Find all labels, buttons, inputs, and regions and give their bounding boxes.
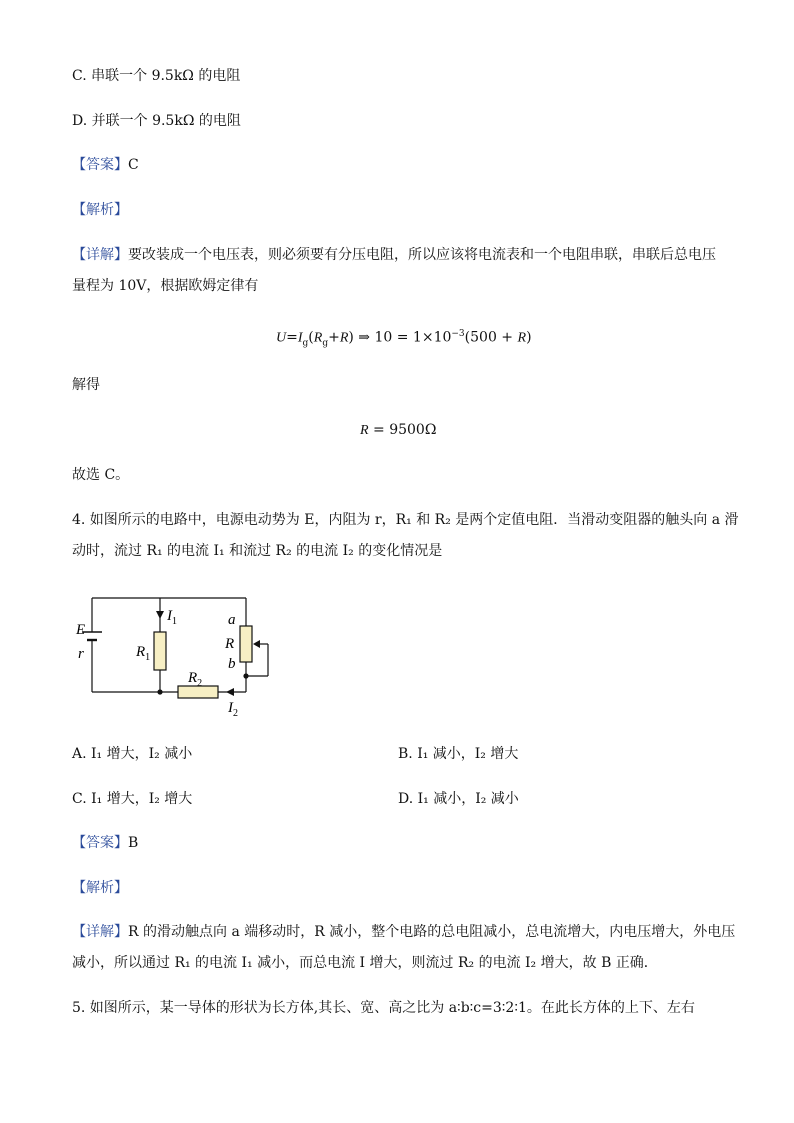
current-arrow-i1: [156, 611, 164, 619]
q4-detail-line-1: [72, 922, 735, 942]
solve-label: 解得: [72, 377, 100, 393]
q4-detail-line-2: 减小，所以通过 R₁ 的电流 I₁ 减小，而总电流 I 增大，则流过 R₂ 的电流 I₂ 增大，故 B 正确．: [72, 955, 658, 971]
label-i2: $I_2$: [228, 700, 238, 719]
label-b: b: [228, 656, 236, 672]
label-r1: $R_1$: [136, 644, 151, 663]
q4-option-d: D. I₁ 减小，I₂ 减小: [398, 791, 519, 807]
ohm-law-formula: $U=I_g(R_g+R)$ ⇒ $10 = 1\times 10^{-3}(500 + R)$: [276, 329, 532, 349]
label-r: r: [78, 646, 84, 662]
detail-text-1: R 的滑动触点向 a 端移动时，R 减小，整个电路的总电阻减小，总电流增大，内电压增大，外电压: [128, 924, 736, 940]
label-a: a: [228, 612, 236, 628]
junction-dot: [157, 689, 162, 694]
answer-value: B: [128, 835, 139, 851]
analysis-tag: 【解析】: [72, 880, 128, 896]
q4-option-c: C. I₁ 增大，I₂ 增大: [72, 791, 193, 807]
junction-dot: [243, 673, 248, 678]
answer-tag: 【答案】: [72, 157, 128, 173]
answer-tag: 【答案】: [72, 835, 128, 851]
answer-line: [72, 155, 139, 175]
choose-line: 故选 C。: [72, 467, 130, 483]
q4-analysis-line: [72, 878, 128, 898]
resistor-r1: [154, 632, 166, 670]
label-e: E: [76, 622, 86, 638]
q4-answer-line: [72, 833, 138, 853]
q4-stem-line-2: 动时，流过 R₁ 的电流 I₁ 和流过 R₂ 的电流 I₂ 的变化情况是: [72, 543, 443, 559]
circuit-diagram: [70, 590, 300, 720]
label-i1: $I_1$: [167, 608, 177, 627]
detail-text-1: 要改装成一个电压表，则必须要有分压电阻，所以应该将电流表和一个电阻串联，串联后总电压: [128, 247, 716, 263]
result-formula: R = 9500Ω: [360, 422, 437, 438]
detail-line-1: [72, 245, 716, 265]
label-r2: $R_2$: [188, 670, 203, 689]
q5-stem-line-1: 5. 如图所示，某一导体的形状为长方体,其长、宽、高之比为 a∶b∶c=3∶2∶1。在此长方体的上下、左右: [72, 1000, 695, 1016]
label-rheostat: R: [225, 636, 235, 652]
slider-arrowhead: [253, 640, 260, 648]
detail-tag: 【详解】: [72, 247, 128, 263]
answer-value: C: [128, 157, 139, 173]
analysis-tag: 【解析】: [72, 202, 128, 218]
detail-tag: 【详解】: [72, 924, 128, 940]
option-d: D. 并联一个 9.5kΩ 的电阻: [72, 113, 241, 129]
option-c: C. 串联一个 9.5kΩ 的电阻: [72, 68, 241, 84]
rheostat-r: [240, 626, 252, 662]
detail-line-2: 量程为 10V，根据欧姆定律有: [72, 278, 259, 294]
current-arrow-i2: [226, 688, 234, 696]
analysis-line: [72, 200, 128, 220]
q4-option-b: B. I₁ 减小，I₂ 增大: [398, 746, 519, 762]
q4-stem-line-1: 4. 如图所示的电路中，电源电动势为 E，内阻为 r，R₁ 和 R₂ 是两个定值电阻．当滑动变阻器的触头向 a 滑: [72, 512, 739, 528]
q4-option-a: A. I₁ 增大，I₂ 减小: [72, 746, 193, 762]
